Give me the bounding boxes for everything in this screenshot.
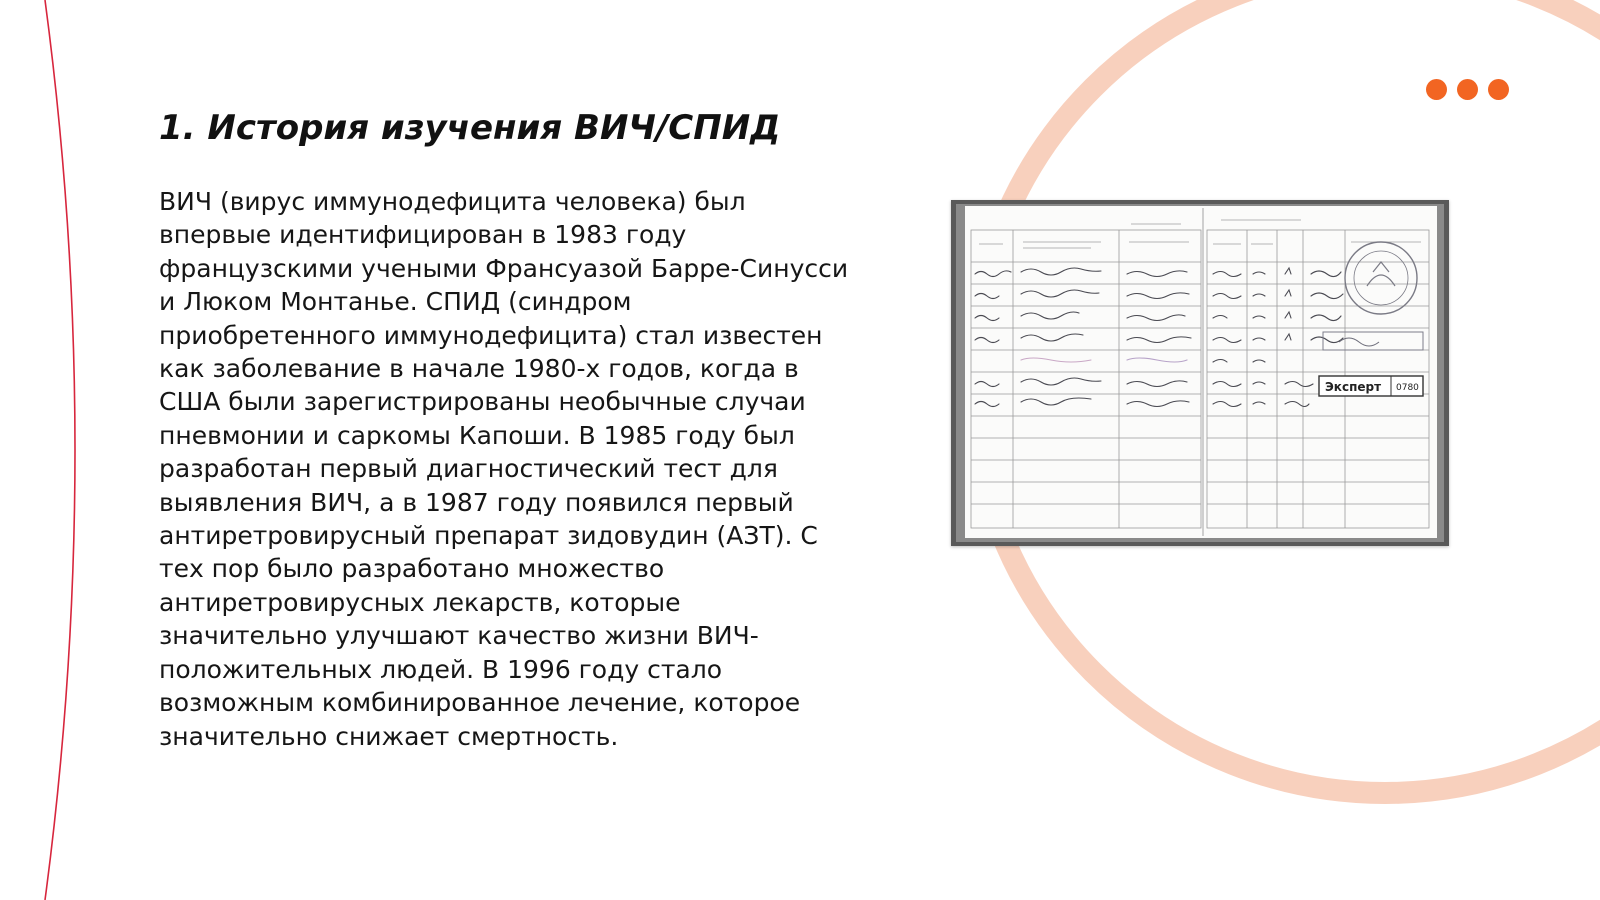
left-red-line <box>45 0 75 900</box>
stamp-expert-label: Эксперт <box>1325 380 1382 394</box>
dot-1 <box>1426 79 1447 100</box>
record-book-image <box>951 200 1449 546</box>
dot-2 <box>1457 79 1478 100</box>
three-dots-icon <box>1426 79 1509 100</box>
slide-body-text: ВИЧ (вирус иммунодефицита человека) был впервые идентифицирован в 1983 году французскими учеными Франсуазой Барре-Синусси и Люком Монтанье. СПИД (синдром приобретенного иммунодефицита) стал известен как заболевание в начале 1980-х годов, когда в США были зарегистрированы необычные случаи пневмонии и саркомы Капоши. В 1985 году был разработан первый диагностический тест для выявления ВИЧ, а в 1987 году появился первый антиретровирусный препарат зидовудин (АЗТ). С тех пор было разработано множество антиретровирусных лекарств, которые значительно улучшают качество жизни ВИЧ-положительных людей. В 1996 году стало возможным комбинированное лечение, которое значительно снижает смертность. <box>159 187 849 751</box>
slide-title: 1. История изучения ВИЧ/СПИД <box>159 108 781 148</box>
dot-3 <box>1488 79 1509 100</box>
stamp-number: 0780 <box>1396 383 1419 393</box>
record-book-photo <box>951 200 1449 546</box>
